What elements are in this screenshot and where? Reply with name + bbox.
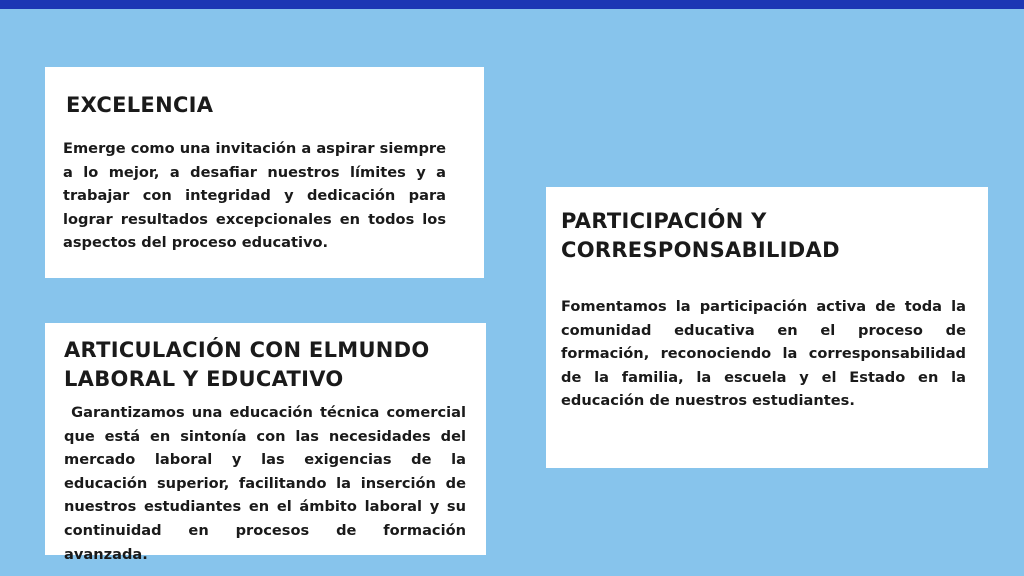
card-body: Garantizamos una educación técnica comercial que está en sintonía con las necesidades del mercado laboral y las exigencias de la educación superior, facilitando la inserción de nuestros estudiantes en el ámbito laboral y su continuidad en procesos de formación avanzada. [64, 404, 472, 563]
card-participacion [546, 187, 988, 468]
card-title: PARTICIPACIÓN Y CORRESPONSABILIDAD [561, 209, 840, 262]
card-body: Emerge como una invitación a aspirar siempre a lo mejor, a desafiar nuestros límites y a trabajar con integridad y dedicación para lograr resultados excepcionales en todos los aspectos del proceso educativo. [63, 140, 446, 252]
card-title: EXCELENCIA [66, 93, 214, 117]
top-accent-bar [0, 0, 1024, 9]
card-title: ARTICULACIÓN CON ELMUNDO LABORAL Y EDUCATIVO [64, 338, 430, 391]
card-body: Fomentamos la participación activa de toda la comunidad educativa en el proceso de formación, reconociendo la corresponsabilidad de la familia, la escuela y el Estado en la educación de nuestros estudiantes. [561, 298, 966, 410]
card-articulacion [45, 323, 486, 563]
card-excelencia [45, 67, 484, 278]
